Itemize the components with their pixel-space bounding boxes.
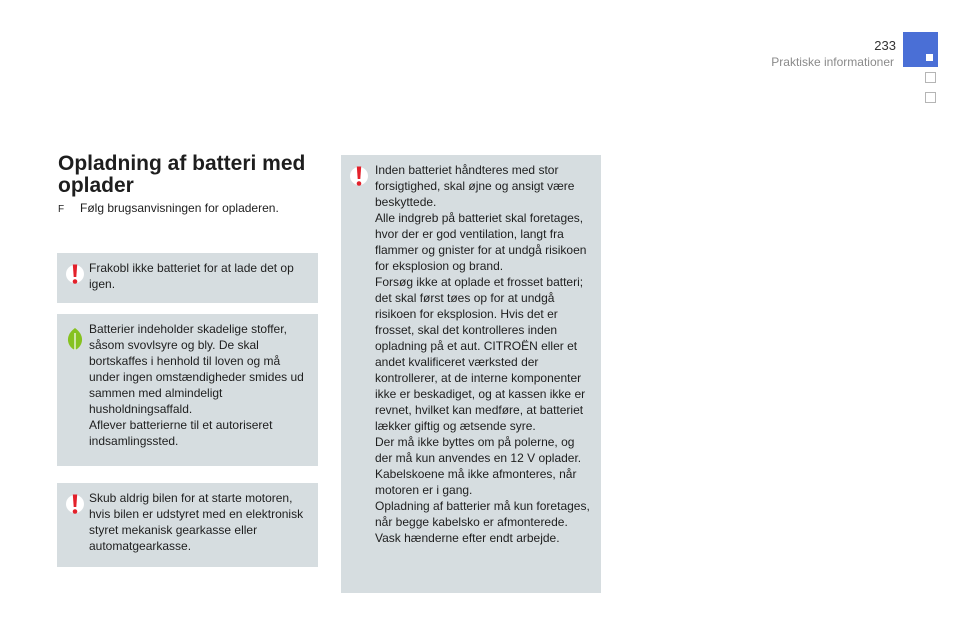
instruction-bullet <box>58 200 318 218</box>
warning-text-push-start: Skub aldrig bilen for at starte motoren, hvis bilen er udstyret med en elektronisk styret mekanisk gearkasse eller automatgearkasse. <box>89 491 304 553</box>
warning-box-unplug <box>57 253 318 303</box>
warning-text-safety: Inden batteriet håndteres med stor forsigtighed, skal øjne og ansigt være beskyttede. Alle indgreb på batteriet skal foretages, hvor der er god ventilation, langt fra flammer og gnister for at undgå risikoen for eksplosion og brand. Forsøg ikke at oplade et frosset batteri; det skal først tøes op for at undgå risikoen for eksplosion. Hvis det er frosset, skal det kontrolleres inden opladning på et aut. CITROËN eller et andet kvalificeret værksted der kontrollerer, at de interne komponenter ikke er beskadiget, og at kassen ikke er revnet, hvilket kan medføre, at batteriet lækker giftig og ætsende syre. Der må ikke byttes om på polerne, og der må kun anvendes en 12 V oplader. Kabelskoene må ikke afmonteres, når motoren er i gang. Opladning af batterier må kun foretages, når begge kabelsko er afmonterede. Vask hænderne efter endt arbejde. <box>375 163 590 545</box>
warning-box-safety <box>341 155 601 593</box>
warning-icon <box>66 492 84 516</box>
chapter-marker-dot <box>926 54 933 61</box>
eco-leaf-icon <box>66 328 84 350</box>
page-heading: Opladning af batteri med oplader <box>58 152 306 197</box>
warning-box-push-start <box>57 483 318 567</box>
bullet-text: Følg brugsanvisningen for opladeren. <box>80 201 279 215</box>
section-title: Praktiske informationer <box>771 55 894 69</box>
nav-box-2 <box>925 92 936 103</box>
nav-box-1 <box>925 72 936 83</box>
warning-icon <box>350 164 368 188</box>
environment-box <box>57 314 318 466</box>
warning-text-unplug: Frakobl ikke batteriet for at lade det op igen. <box>89 261 294 291</box>
bullet-mark: F <box>58 204 65 215</box>
page-number: 233 <box>874 38 896 53</box>
warning-icon <box>66 262 84 286</box>
environment-text: Batterier indeholder skadelige stoffer, såsom svovlsyre og bly. De skal bortskaffes i henhold til loven og må under ingen omstændigheder smides ud sammen med almindeligt husholdningsaffald. Aflever batterierne til et autoriseret indsamlingssted. <box>89 322 304 448</box>
chapter-marker <box>903 32 938 67</box>
